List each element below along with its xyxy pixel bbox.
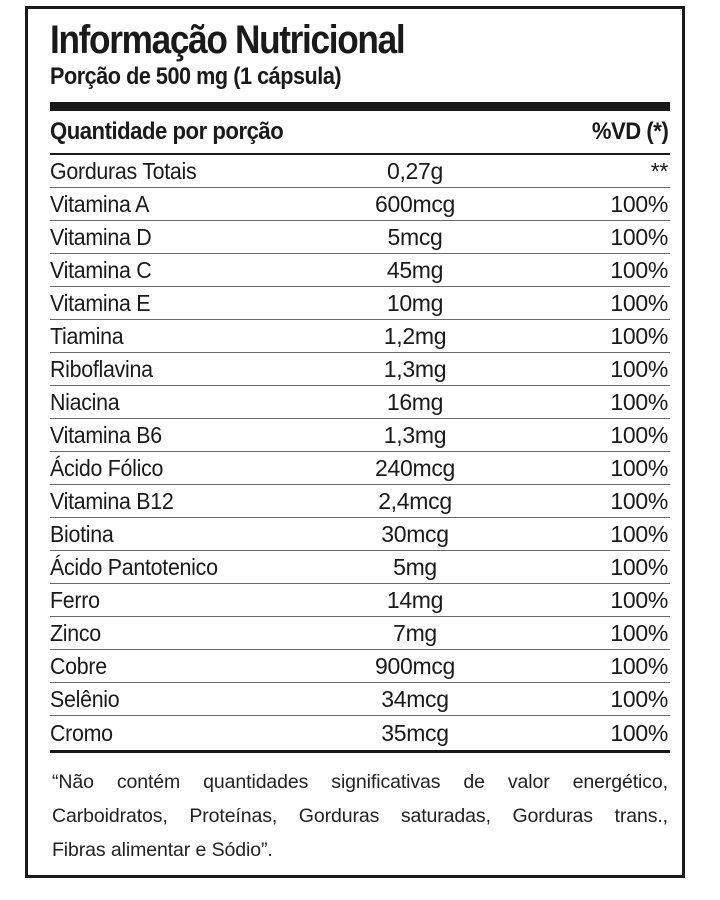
table-row: [50, 221, 670, 254]
nutrient-name: Vitamina A: [50, 190, 150, 217]
nutrient-daily-value: 100%: [610, 586, 668, 613]
footnote: [50, 765, 670, 867]
nutrient-daily-value: 100%: [610, 454, 668, 481]
table-row: [50, 188, 670, 221]
nutrient-daily-value: 100%: [610, 553, 668, 580]
nutrient-amount: 7mg: [393, 619, 437, 646]
label-title: Informação Nutricional: [50, 18, 405, 62]
table-row: [50, 155, 670, 188]
table-row: [50, 650, 670, 683]
table-row: [50, 320, 670, 353]
nutrient-amount: 600mcg: [374, 190, 456, 217]
nutrient-amount: 5mcg: [387, 223, 443, 250]
nutrient-daily-value: 100%: [610, 619, 668, 646]
nutrient-name: Vitamina D: [50, 223, 152, 250]
nutrient-amount: 2,4mcg: [378, 487, 452, 514]
nutrient-name: Cromo: [50, 719, 113, 746]
nutrient-daily-value: 100%: [610, 289, 668, 316]
table-row: [50, 584, 670, 617]
thick-divider: [50, 102, 670, 111]
table-row: [50, 452, 670, 485]
nutrient-amount: 240mcg: [374, 454, 456, 481]
nutrient-daily-value: 100%: [610, 388, 668, 415]
table-row: [50, 617, 670, 650]
nutrient-daily-value: 100%: [610, 652, 668, 679]
nutrient-daily-value: 100%: [610, 190, 668, 217]
table-row: [50, 485, 670, 518]
table-row: [50, 551, 670, 584]
nutrient-daily-value: 100%: [610, 256, 668, 283]
nutrient-daily-value: 100%: [610, 223, 668, 250]
header-daily-value-label: %VD (*): [591, 118, 669, 145]
nutrient-amount: 30mcg: [381, 520, 449, 547]
nutrition-label-content: [50, 15, 670, 867]
footnote-line: Carboidratos, Proteínas, Gorduras saturadas, Gorduras trans.,: [52, 805, 668, 827]
footnote-line: Fibras alimentar e Sódio”.: [52, 839, 273, 861]
nutrient-name: Niacina: [50, 388, 120, 415]
nutrient-name: Biotina: [50, 520, 114, 547]
nutrient-name: Vitamina B6: [50, 421, 162, 448]
nutrient-amount: 0,27g: [386, 157, 444, 184]
nutrient-daily-value: 100%: [610, 685, 668, 712]
nutrient-daily-value: 100%: [610, 719, 668, 746]
nutrient-name: Ácido Fólico: [50, 454, 164, 481]
table-row: [50, 386, 670, 419]
nutrient-amount: 1,3mg: [383, 355, 447, 382]
table-header: [50, 111, 670, 155]
nutrient-amount: 16mg: [386, 388, 444, 415]
table-row: [50, 254, 670, 287]
nutrient-name: Riboflavina: [50, 355, 153, 382]
nutrient-amount: 1,3mg: [383, 421, 447, 448]
nutrient-amount: 5mg: [393, 553, 437, 580]
nutrient-name: Vitamina B12: [50, 487, 174, 514]
table-row: [50, 716, 670, 753]
nutrient-amount: 10mg: [386, 289, 444, 316]
table-row: [50, 683, 670, 716]
serving-size: Porção de 500 mg (1 cápsula): [50, 63, 342, 90]
nutrient-name: Cobre: [50, 652, 107, 679]
nutrient-daily-value: 100%: [610, 520, 668, 547]
nutrient-amount: 1,2mg: [383, 322, 447, 349]
table-row: [50, 419, 670, 452]
nutrient-name: Tiamina: [50, 322, 124, 349]
nutrient-name: Gorduras Totais: [50, 157, 197, 184]
nutrient-amount: 900mcg: [374, 652, 456, 679]
nutrient-name: Ferro: [50, 586, 100, 613]
nutrient-name: Vitamina C: [50, 256, 152, 283]
nutrient-name: Selênio: [50, 685, 120, 712]
nutrient-amount: 35mcg: [381, 719, 449, 746]
nutrient-daily-value: 100%: [610, 421, 668, 448]
nutrient-daily-value: 100%: [610, 487, 668, 514]
nutrient-daily-value: **: [650, 157, 668, 184]
footnote-line: “Não contém quantidades significativas de valor energético,: [52, 771, 668, 793]
nutrient-amount: 45mg: [386, 256, 444, 283]
nutrient-table: [50, 155, 670, 753]
nutrient-amount: 14mg: [386, 586, 444, 613]
table-row: [50, 353, 670, 386]
nutrient-amount: 34mcg: [381, 685, 449, 712]
table-row: [50, 287, 670, 320]
nutrient-name: Ácido Pantotenico: [50, 553, 218, 580]
header-quantity-label: Quantidade por porção: [50, 118, 284, 145]
nutrient-name: Zinco: [50, 619, 101, 646]
table-row: [50, 518, 670, 551]
nutrient-daily-value: 100%: [610, 322, 668, 349]
nutrient-name: Vitamina E: [50, 289, 151, 316]
nutrient-daily-value: 100%: [610, 355, 668, 382]
nutrition-label: [25, 6, 685, 878]
